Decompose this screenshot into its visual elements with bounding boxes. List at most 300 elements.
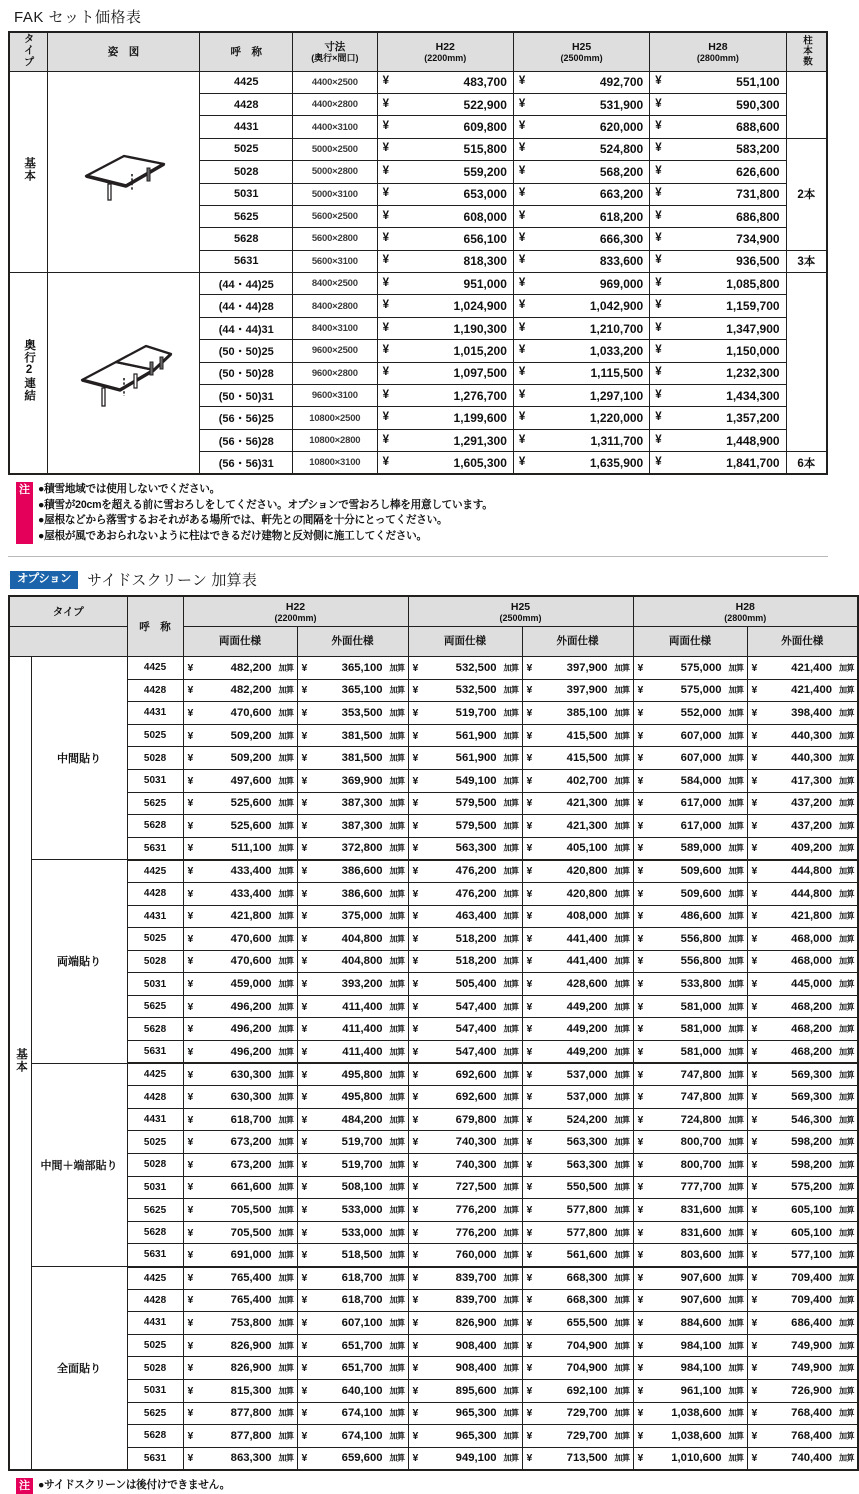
yen-symbol: ¥ [187,978,194,991]
price-cell [513,161,649,183]
add-suffix: 加算 [839,1092,855,1102]
add-suffix: 加算 [728,1070,744,1080]
price-cell [297,1244,408,1267]
yen-symbol: ¥ [655,209,662,222]
col-h28: H28 (2800mm) [650,32,786,71]
add-suffix: 加算 [389,685,405,695]
price-cell [747,837,858,860]
price-cell [183,1425,297,1448]
price-value: 674,100 [341,1429,383,1442]
add-suffix: 加算 [389,753,405,763]
price-cell [297,1425,408,1448]
price-value: 747,800 [680,1068,722,1081]
price-cell [377,385,513,407]
basic-label: 基本 [15,1047,27,1073]
dimension: 5600×2800 [293,228,378,250]
add-suffix: 加算 [389,1408,405,1418]
model-code: 5028 [127,747,183,770]
price-value: 415,500 [566,729,608,742]
add-suffix: 加算 [839,1115,855,1125]
dimension: 10800×3100 [293,452,378,474]
price-value: 1,038,600 [671,1429,722,1442]
price-cell [183,1063,297,1086]
yen-symbol: ¥ [751,1045,758,1058]
add-suffix: 加算 [389,663,405,673]
model-code: 4431 [127,1312,183,1335]
price-value: 740,300 [455,1136,497,1149]
price-value: 656,100 [463,231,507,246]
price-cell [183,950,297,973]
add-suffix: 加算 [614,1250,630,1260]
post-count [786,71,827,138]
add-suffix: 加算 [503,753,519,763]
yen-symbol: ¥ [382,120,389,133]
yen-symbol: ¥ [637,1452,644,1465]
price-cell [377,205,513,227]
note-badge: 注 [16,482,33,544]
price-value: 552,000 [680,706,722,719]
price-value: 509,200 [230,729,272,742]
table-header-row [9,32,827,71]
yen-symbol: ¥ [187,1113,194,1126]
price-value: 420,800 [566,887,608,900]
price-cell [522,950,633,973]
model-code: 5025 [127,1334,183,1357]
price-cell [408,1199,522,1222]
price-value: 417,300 [791,774,833,787]
price-cell [408,860,522,883]
yen-symbol: ¥ [751,955,758,968]
table-row [9,1312,858,1335]
price-cell [747,1086,858,1109]
price-cell [747,882,858,905]
add-suffix: 加算 [839,843,855,853]
yen-symbol: ¥ [301,932,308,945]
model-code: 5025 [127,928,183,951]
price-value: 492,700 [599,75,644,90]
price-value: 584,000 [680,774,722,787]
price-value: 1,190,300 [453,321,507,336]
add-suffix: 加算 [614,1341,630,1351]
price-value: 776,200 [455,1204,497,1217]
page-title: FAK セット価格表 [14,9,142,26]
yen-symbol: ¥ [301,1339,308,1352]
fak-set-price-table [8,31,828,475]
yen-symbol: ¥ [751,706,758,719]
price-value: 726,900 [791,1384,833,1397]
price-value: 618,700 [341,1272,383,1285]
price-value: 1,291,300 [453,433,507,448]
price-value: 421,400 [791,684,833,697]
add-suffix: 加算 [728,1318,744,1328]
yen-symbol: ¥ [187,955,194,968]
yen-symbol: ¥ [412,1204,419,1217]
yen-symbol: ¥ [526,932,533,945]
add-suffix: 加算 [728,798,744,808]
price-value: 441,400 [566,955,608,968]
yen-symbol: ¥ [526,1113,533,1126]
price-cell [377,273,513,295]
add-suffix: 加算 [389,1160,405,1170]
price-cell [183,905,297,928]
price-cell [183,702,297,725]
price-value: 563,300 [566,1158,608,1171]
yen-symbol: ¥ [518,75,526,88]
price-cell [650,138,786,160]
add-suffix: 加算 [278,753,294,763]
table-row [9,747,858,770]
table-row [9,1221,858,1244]
add-suffix: 加算 [389,1431,405,1441]
add-suffix: 加算 [839,1363,855,1373]
price-cell [408,1221,522,1244]
price-value: 556,800 [680,932,722,945]
price-cell [633,1379,747,1402]
figure-cell [47,71,200,273]
add-suffix: 加算 [389,1386,405,1396]
price-value: 605,100 [791,1226,833,1239]
price-value: 1,199,600 [453,411,507,426]
yen-symbol: ¥ [637,1158,644,1171]
table-row [9,1357,858,1380]
add-suffix: 加算 [839,1070,855,1080]
yen-symbol: ¥ [382,455,389,468]
price-cell [522,815,633,838]
yen-symbol: ¥ [637,1091,644,1104]
price-cell [297,679,408,702]
model-code: 4428 [127,1086,183,1109]
yen-symbol: ¥ [382,433,389,446]
yen-symbol: ¥ [187,1226,194,1239]
dimension: 5600×3100 [293,250,378,272]
add-suffix: 加算 [614,956,630,966]
price-cell [747,747,858,770]
price-cell [522,1086,633,1109]
yen-symbol: ¥ [526,1000,533,1013]
yen-symbol: ¥ [751,1316,758,1329]
price-cell [522,1447,633,1470]
add-suffix: 加算 [503,798,519,808]
dimension: 9600×2800 [293,362,378,384]
price-value: 617,000 [680,819,722,832]
price-cell [377,228,513,250]
price-cell [513,362,649,384]
price-value: 815,300 [230,1384,272,1397]
price-cell [183,1244,297,1267]
add-suffix: 加算 [503,1431,519,1441]
price-value: 768,400 [791,1429,833,1442]
price-cell [747,679,858,702]
price-value: 907,600 [680,1294,722,1307]
price-value: 833,600 [599,254,644,269]
price-value: 618,700 [341,1294,383,1307]
table-row [9,792,858,815]
yen-symbol: ¥ [518,276,526,289]
price-cell [183,792,297,815]
price-value: 353,500 [341,706,383,719]
add-suffix: 加算 [839,1295,855,1305]
add-suffix: 加算 [389,1002,405,1012]
price-cell [513,407,649,429]
post-count [786,273,827,452]
add-suffix: 加算 [728,708,744,718]
price-cell [183,973,297,996]
price-cell [633,769,747,792]
yen-symbol: ¥ [301,1158,308,1171]
add-suffix: 加算 [839,1250,855,1260]
price-value: 533,000 [341,1226,383,1239]
price-cell [297,815,408,838]
price-cell [297,1267,408,1290]
price-value: 421,800 [791,910,833,923]
price-cell [297,1086,408,1109]
price-cell [633,1425,747,1448]
table-row [9,1402,858,1425]
price-cell [633,973,747,996]
price-cell [650,295,786,317]
yen-symbol: ¥ [637,1316,644,1329]
add-suffix: 加算 [614,1408,630,1418]
add-suffix: 加算 [278,956,294,966]
yen-symbol: ¥ [301,1136,308,1149]
price-value: 397,900 [566,661,608,674]
price-value: 561,900 [455,752,497,765]
table-row [9,1018,858,1041]
col2-type-spacer [9,626,127,656]
yen-symbol: ¥ [301,1000,308,1013]
price-value: 577,800 [566,1226,608,1239]
price-cell [297,882,408,905]
yen-symbol: ¥ [751,1204,758,1217]
yen-symbol: ¥ [382,164,389,177]
model-code: (56・56)25 [200,407,293,429]
model-code: 4431 [200,116,293,138]
yen-symbol: ¥ [526,1362,533,1375]
price-value: 393,200 [341,978,383,991]
price-cell [650,407,786,429]
add-suffix: 加算 [839,1431,855,1441]
price-value: 468,000 [791,955,833,968]
model-code: 4425 [127,656,183,679]
add-suffix: 加算 [503,821,519,831]
section2-title-row [10,569,828,590]
yen-symbol: ¥ [655,187,662,200]
col2-type: タイプ [9,596,127,626]
yen-symbol: ¥ [637,1248,644,1261]
price-cell [297,1108,408,1131]
add-suffix: 加算 [839,663,855,673]
add-suffix: 加算 [728,731,744,741]
yen-symbol: ¥ [187,706,194,719]
table-row [9,1108,858,1131]
add-suffix: 加算 [614,1386,630,1396]
add-suffix: 加算 [389,1115,405,1125]
add-suffix: 加算 [839,1318,855,1328]
add-suffix: 加算 [728,1363,744,1373]
price-cell [183,1176,297,1199]
add-suffix: 加算 [728,1092,744,1102]
yen-symbol: ¥ [301,1362,308,1375]
yen-symbol: ¥ [301,1248,308,1261]
price-value: 519,700 [341,1136,383,1149]
yen-symbol: ¥ [382,231,389,244]
price-cell [408,1108,522,1131]
add-suffix: 加算 [728,1002,744,1012]
add-suffix: 加算 [614,1092,630,1102]
price-value: 1,159,700 [726,299,780,314]
price-value: 608,000 [463,209,507,224]
yen-symbol: ¥ [412,1294,419,1307]
price-value: 590,300 [736,97,780,112]
dimension: 5000×2800 [293,161,378,183]
yen-symbol: ¥ [526,1272,533,1285]
price-value: 984,100 [680,1362,722,1375]
col2-h28-outer: 外面仕様 [747,626,858,656]
price-cell [297,950,408,973]
price-value: 673,200 [230,1136,272,1149]
price-value: 1,448,900 [726,433,780,448]
yen-symbol: ¥ [518,411,526,424]
add-suffix: 加算 [728,821,744,831]
model-code: 5631 [127,1447,183,1470]
yen-symbol: ¥ [412,978,419,991]
price-value: 398,400 [791,706,833,719]
price-value: 1,210,700 [589,321,644,336]
dimension: 8400×2500 [293,273,378,295]
price-value: 704,900 [566,1339,608,1352]
price-cell [747,1041,858,1064]
price-cell [747,1334,858,1357]
add-suffix: 加算 [614,1363,630,1373]
price-value: 895,600 [455,1384,497,1397]
table-row [9,656,858,679]
yen-symbol: ¥ [412,1181,419,1194]
price-value: 375,000 [341,910,383,923]
dimension: 8400×2800 [293,295,378,317]
price-cell [183,1312,297,1335]
price-cell [408,1267,522,1290]
price-cell [747,1018,858,1041]
price-cell [633,1267,747,1290]
price-value: 1,232,300 [726,366,780,381]
add-suffix: 加算 [278,685,294,695]
price-cell [633,1402,747,1425]
add-suffix: 加算 [839,1047,855,1057]
price-cell [522,1199,633,1222]
yen-symbol: ¥ [526,1204,533,1217]
price-value: 581,000 [680,1023,722,1036]
price-cell [747,1447,858,1470]
yen-symbol: ¥ [751,819,758,832]
price-value: 546,300 [791,1113,833,1126]
price-cell [408,747,522,770]
price-value: 496,200 [230,1023,272,1036]
add-suffix: 加算 [728,1295,744,1305]
price-cell [747,702,858,725]
yen-symbol: ¥ [301,1272,308,1285]
yen-symbol: ¥ [526,752,533,765]
price-value: 397,900 [566,684,608,697]
carport-basic-figure [72,144,176,200]
price-value: 581,000 [680,1045,722,1058]
yen-symbol: ¥ [187,1316,194,1329]
add-suffix: 加算 [389,866,405,876]
price-cell [633,792,747,815]
yen-symbol: ¥ [301,706,308,719]
yen-symbol: ¥ [526,1136,533,1149]
price-value: 385,100 [566,706,608,719]
add-suffix: 加算 [728,1273,744,1283]
price-value: 463,400 [455,910,497,923]
price-cell [522,769,633,792]
price-cell [513,317,649,339]
yen-symbol: ¥ [301,1113,308,1126]
yen-symbol: ¥ [187,1339,194,1352]
price-value: 381,500 [341,729,383,742]
yen-symbol: ¥ [526,1158,533,1171]
yen-symbol: ¥ [526,955,533,968]
price-cell [408,1289,522,1312]
price-cell [408,679,522,702]
price-value: 826,900 [230,1339,272,1352]
price-value: 1,220,000 [589,411,644,426]
yen-symbol: ¥ [412,752,419,765]
price-cell [297,792,408,815]
yen-symbol: ¥ [412,1362,419,1375]
yen-symbol: ¥ [526,1339,533,1352]
price-value: 607,000 [680,752,722,765]
model-code: (50・50)25 [200,340,293,362]
yen-symbol: ¥ [751,842,758,855]
yen-symbol: ¥ [412,887,419,900]
note-list-2 [33,1478,230,1494]
add-suffix: 加算 [728,1047,744,1057]
price-value: 577,800 [566,1204,608,1217]
yen-symbol: ¥ [751,1000,758,1013]
yen-symbol: ¥ [301,865,308,878]
yen-symbol: ¥ [637,1000,644,1013]
price-cell [522,1063,633,1086]
yen-symbol: ¥ [655,455,662,468]
price-cell [408,1312,522,1335]
price-value: 496,200 [230,1045,272,1058]
price-cell [408,1379,522,1402]
add-suffix: 加算 [503,1182,519,1192]
price-cell [513,205,649,227]
add-suffix: 加算 [278,798,294,808]
add-suffix: 加算 [728,979,744,989]
price-value: 482,200 [230,684,272,697]
price-value: 509,200 [230,752,272,765]
price-cell [650,340,786,362]
yen-symbol: ¥ [751,1339,758,1352]
dimension: 5000×3100 [293,183,378,205]
yen-symbol: ¥ [655,97,662,110]
yen-symbol: ¥ [412,1384,419,1397]
price-cell [408,792,522,815]
add-suffix: 加算 [614,979,630,989]
add-suffix: 加算 [728,685,744,695]
price-cell [522,724,633,747]
price-cell [377,116,513,138]
add-suffix: 加算 [389,1318,405,1328]
add-suffix: 加算 [728,1341,744,1351]
add-suffix: 加算 [839,708,855,718]
price-cell [747,656,858,679]
yen-symbol: ¥ [301,955,308,968]
price-cell [747,1108,858,1131]
price-value: 575,000 [680,684,722,697]
